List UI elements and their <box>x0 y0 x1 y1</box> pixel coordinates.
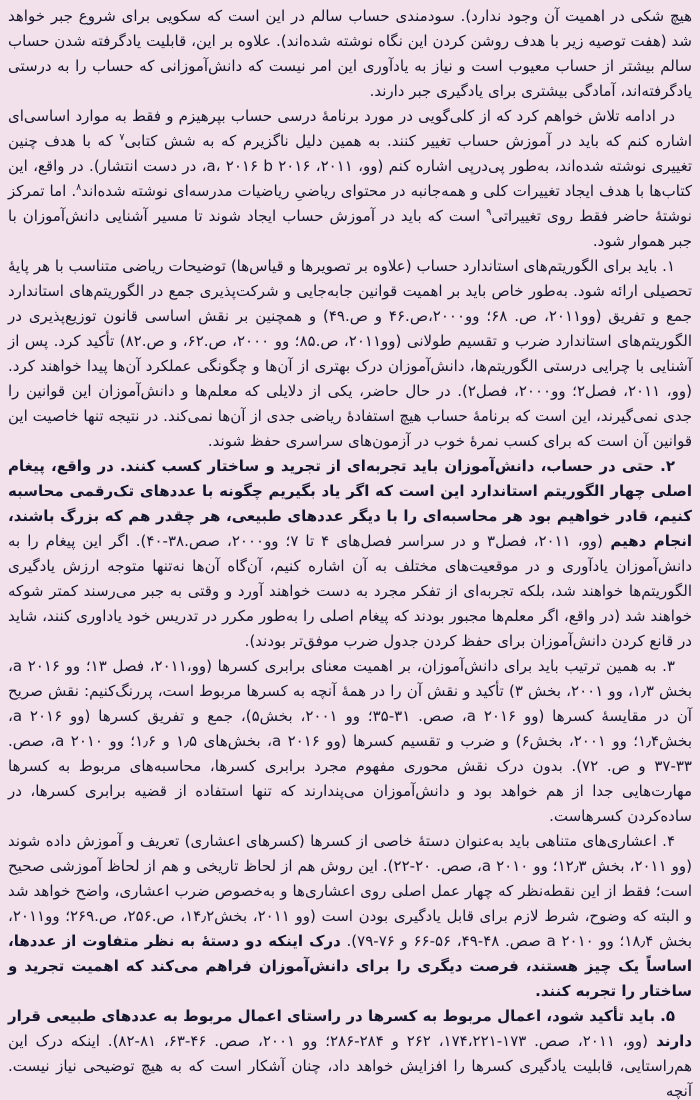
paragraph-item-4 <box>8 829 692 1004</box>
paragraph-intro <box>8 104 692 254</box>
text-run: (وو، ۲۰۱۱، فصل۳ و در سراسر فصل‌های ۴ تا ۷؛ وو۲۰۰۰، صص.۳۸-۴۰). اگر این پیغام را به دانش‌آموزان یادآوری و در موقعیت‌های مختلف به آن اشاره کنیم، آن‌گاه آن‌ها نه‌تنها متوجه ارزش یادگیری الگوریتم‌ها خواهند شد، بلکه تجربه‌ای از تفکر مجرد به دست خواهند آورد و وقتی به جبر می‌رسند کمتر شوکه خواهند شد (در واقع، اگر معلم‌ها مجبور بودند که پیغام اصلی را به‌طور مکرر در تدریس خود یاداوری کنند، شاید در قانع کردن دانش‌آموزان برای حفظ کردن جدول ضرب موفق‌تر بودند). <box>8 532 692 650</box>
paragraph-continuation <box>8 4 692 104</box>
text-run: ۲. حتی در حساب، دانش‌آموزان باید تجربه‌ای از تجرید و ساختار کسب کنند. در واقع، پیغام اصلی چهار الگوریتم استاندارد این است که اگر یاد بگیریم چگونه با عددهای تک‌رقمی محاسبه کنیم، قادر خواهیم بود هر محاسبه‌ای را با دیگر عددهای طبیعی، هر چقدر هم که بزرگ باشند، انجام دهیم <box>8 457 693 550</box>
text-run: است که باید در آموزش حساب ایجاد شوند تا مسیر آشنایی دانش‌آموزان با جبر هموار شود. <box>8 207 692 250</box>
footnote-marker: ۸ <box>76 182 82 193</box>
paragraph-item-1 <box>8 254 692 454</box>
text-run: (وو، ۲۰۱۱، صص. ۱۷۳-۱۷۴،۲۲۱، ۲۶۲ و ۲۸۴-۲۸۶؛ وو ۲۰۰۱، صص. ۴۶-۶۳، ۸۱-۸۲). اینکه درک این هم‌راستایی، قابلیت یادگیری کسرها را افزایش خواهد داد، چنان آشکار است که به هیچ توضیحی نیاز نیست. آنچه <box>8 1032 692 1100</box>
text-run: در ادامه تلاش خواهم کرد که از کلی‌گویی در مورد برنامهٔ درسی حساب بپرهیزم و فقط به موارد اساسی‌ای اشاره کنم که باید در آموزش حساب تغییر کنند. به همین دلیل ناگزیرم که به شش کتابی <box>8 107 693 150</box>
footnote-marker: ۷ <box>119 132 125 143</box>
text-run: . اما تمرکز نوشتهٔ حاضر فقط روی تغییراتی <box>8 182 692 225</box>
paragraph-item-5 <box>8 1004 692 1100</box>
text-run: ۵. باید تأکید شود، اعمال مربوط به کسرها در راستای اعمال مربوط به عددهای طبیعی قرار دارند <box>8 1007 693 1050</box>
text-run: هیچ شکی در اهمیت آن وجود ندارد). سودمندی حساب سالم در این است که سکویی برای شروع جبر خواهد شد (هفت توصیه زیر با هدف روشن کردن این نگاه نوشته شده‌اند). علاوه بر این، قابلیت یادگرفته شدن حساب سالم بیشتر از حساب معیوب است و نیاز به یادآوری این امر نیست که دانش‌آموزانی که حساب را به درستی یادگرفته‌اند، آمادگی بیشتری برای یادگیری جبر دارند. <box>8 7 692 100</box>
text-run: ۴. اعشاری‌های متناهی باید به‌عنوان دستهٔ خاصی از کسرها (کسرهای اعشاری) تعریف و آموزش داده شوند (وو ۲۰۱۱، بخش ۱۲٫۳؛ وو ۲۰۱۰ a، صص. ۲۰-۲۲). این روش هم از لحاظ تاریخی و هم از لحاظ آموزشی صحیح است؛ فقط از این نقطه‌نظر که چهار عمل اصلی روی اعشاری‌ها و به‌خصوص ضرب اعشاری، واضح خواهد شد و البته که وضوح، شرط لازم برای قابل یادگیری بودن است (وو ۲۰۱۱، بخش۱۴٫۲، ص.۲۵۶، ص.۲۶۹؛ وو۲۰۱۱، بخش ۱۸٫۴؛ وو ۲۰۱۰ a صص. ۴۸-۴۹، ۵۶-۶۶ و ۷۶-۷۹). <box>8 832 693 950</box>
paragraph-item-3 <box>8 654 692 829</box>
paragraph-item-2 <box>8 454 692 654</box>
text-run: ۱. باید برای الگوریتم‌های استاندارد حساب (علاوه بر تصویرها و قیاس‌ها) توضیحات ریاضی متناسب با هر پایهٔ تحصیلی ارائه شود. به‌طور خاص باید بر اهمیت قوانین جابه‌جایی و شرکت‌پذیری جمع در الگوریتم‌های استاندارد جمع و تفریق (وو۲۰۱۱، ص. ۶۸؛ وو۲۰۰۰،ص.۴۶ و ص.۴۹) و همچنین بر نقش اساسی قانون توزیع‌پذیری در الگوریتم‌های استاندارد ضرب و تقسیم طولانی (وو۲۰۱۱، ص.۸۵؛ وو ۲۰۰۰، ص.۶۲، و ص.۸۲) تأکید کرد. پس از آشنایی با چرایی درستی الگوریتم‌ها، دانش‌آموزان درک بهتری از آن‌ها و چگونگی عملکرد آن‌ها پیدا خواهند کرد. (وو، ۲۰۱۱، فصل۲؛ وو۲۰۰۰، فصل۲). در حال حاضر، یکی از دلایلی که معلم‌ها و دانش‌آموزان این قوانین را جدی نمی‌گیرند، این است که برنامهٔ حساب هیچ استفادهٔ ریاضی جدی از آن‌ها نمی‌کند. در نتیجه تنها خاصیت این قوانین آن است که برای کسب نمرهٔ خوب در آزمون‌های سراسری حفظ شوند. <box>8 257 693 450</box>
text-run: که با هدف چنین تغییری نوشته شده‌اند، به‌طور پی‌درپی اشاره کنم (وو، ۲۰۱۱، ۲۰۱۶ a، ۲۰۱۶ b، در دست انتشار). در واقع، این کتاب‌ها با هدف ایجاد تغییرات کلی و همه‌جانبه در محتوای ریاضیِ ریاضیات مدرسه‌ای نوشته شده‌اند <box>8 132 693 200</box>
text-run: درک اینکه دو دستهٔ به نظر متفاوت از عددها، اساساً یک چیز هستند، فرصت دیگری را برای دانش‌آموزان فراهم می‌کند که اهمیت تجرید و ساختار را تجربه کنند. <box>8 932 692 1000</box>
text-run: ۳. به همین ترتیب باید برای دانش‌آموزان، بر اهمیت معنای برابری کسرها (وو،۲۰۱۱، فصل ۱۳؛ وو ۲۰۱۶ a، بخش ۱٫۳، وو ۲۰۰۱، بخش ۳) تأکید و نقش آن را در همهٔ آنچه به کسرها مربوط است، پررنگ‌کنیم: نقش صریح آن در مقایسهٔ کسرها (وو ۲۰۱۶ a، صص. ۳۱-۳۵؛ وو ۲۰۰۱، بخش۵)، جمع و تفریق کسرها (وو ۲۰۱۶ a، بخش۱٫۴؛ وو ۲۰۰۱، بخش۶) و ضرب و تقسیم کسرها (وو ۲۰۱۶ a، بخش‌های ۱٫۵ و ۱٫۶؛ وو ۲۰۱۰ a، صص. ۳۳-۳۷ و ص. ۷۲). بدون درک نقش محوری مفهوم مجرد برابری کسرها، محاسبه‌های مربوط به کسرها مهارت‌هایی جدا از هم خواهد بود و دانش‌آموزان می‌پندارند که تنها استفاده از قضیه برابری کسرها، در ساده‌کردن کسرهاست. <box>8 657 693 825</box>
footnote-marker: ۹ <box>486 207 492 218</box>
